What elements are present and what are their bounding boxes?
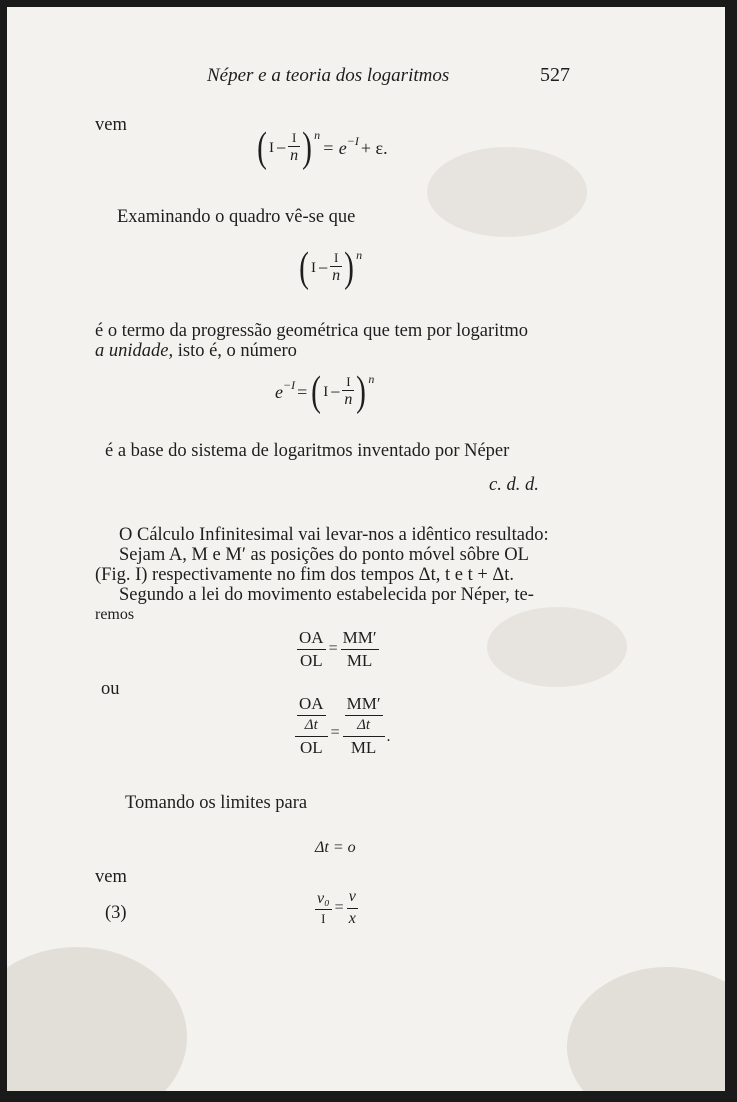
eq5-n4: ML [350,737,377,757]
eq5-d3: Δt [357,716,371,733]
eq4-num1: OA [299,628,324,647]
page-number: 527 [540,64,570,86]
equation-label-3: (3) [105,903,127,923]
word-vem-2: vem [95,867,127,887]
fraction-bar [297,649,326,650]
eq3-lhs-exponent: −I [283,377,296,392]
left-paren: ( [257,125,267,171]
paragraph-tomando: Tomando os limites para [125,793,308,813]
right-paren: ) [356,369,367,415]
fraction-bar [341,649,379,650]
equation-5 [295,695,391,756]
paragraph-calculo-line2: Sejam A, M e M′ as posições do ponto móvel sôbre OL [119,545,529,565]
italic-a-unidade: a unidade, [95,341,174,361]
eq3-one: I [323,383,329,400]
eq4-den2: ML [346,650,373,670]
eq3-minus: − [330,381,341,402]
paragraph-termo-line2 [95,341,297,361]
line2-rest: isto é, o número [173,341,297,361]
equation-7 [315,889,358,928]
eq5-equals: = [330,723,340,741]
eq2-exponent: n [356,247,363,262]
paragraph-calculo-line1: O Cálculo Infinitesimal vai levar-nos a idêntico resultado: [119,525,549,545]
eq4-fraction-right [341,629,379,670]
eq2-fraction [330,251,342,284]
paragraph-calculo-line5: remos [95,606,135,623]
eq1-rhs-exponent: −I [346,133,359,148]
running-header: Néper e a teoria dos logaritmos [207,65,450,86]
eq3-exponent: n [368,371,375,386]
eq7-den1: I [321,911,326,927]
eq5-d1: Δt [304,716,318,733]
eq1-den: n [290,146,299,164]
scan-stain [487,607,627,687]
eq1-one: I [269,139,274,156]
eq2-minus: − [318,257,329,278]
fraction-bar [315,909,332,910]
eq1-minus: − [276,137,287,158]
eq5-n3: MM′ [346,694,381,713]
right-paren: ) [302,125,313,171]
paragraph-calculo-line3: (Fig. I) respectivamente no fim dos tempos Δt, t e t + Δt. [95,565,515,585]
eq5-fraction-right [343,695,385,756]
eq7-num1: v₀ [317,889,330,907]
document-page [7,7,725,1091]
scan-stain [427,147,587,237]
eq3-fraction [342,375,354,408]
eq5-fraction-left [295,695,328,756]
eq3-den: n [344,390,353,408]
eq5-n1: OA [299,694,324,713]
fraction-bar [347,908,358,909]
qed-mark: c. d. d. [489,475,539,495]
eq5-inner-top-left [295,695,328,734]
eq7-den2: x [348,909,356,927]
scan-stain [7,947,187,1091]
eq2-one: I [311,259,316,276]
equation-4 [297,629,379,670]
word-vem: vem [95,115,127,135]
eq4-fraction-left [297,629,326,670]
eq4-equals: = [328,640,338,658]
eq7-equals: = [334,899,344,917]
eq5-inner-top-right [343,695,385,734]
scan-stain [567,967,725,1091]
eq2-den: n [332,266,341,284]
eq3-lhs: e [275,381,283,402]
equation-6: Δt = o [315,839,356,856]
eq1-num: I [291,130,297,146]
eq1-exponent: n [314,127,321,142]
eq4-num2: MM′ [342,628,377,647]
eq7-fraction-left [315,891,332,926]
eq2-num: I [333,250,339,266]
word-ou: ou [101,679,120,699]
fraction-bar-main [295,736,328,737]
eq1-tail: + ε. [360,137,388,158]
eq1-rhs: = e [322,137,347,158]
eq3-num: I [346,374,351,390]
eq3-equals: = [297,381,308,402]
eq5-dot: . [386,727,391,745]
eq5-n2: OL [299,737,323,757]
paragraph-calculo-line4: Segundo a lei do movimento estabelecida por Néper, te- [119,585,534,605]
eq4-den1: OL [299,650,323,670]
equation-2 [297,247,362,289]
paragraph-termo-line1: é o termo da progressão geométrica que tem por logaritmo [95,321,529,341]
paragraph-base: é a base do sistema de logaritmos inventado por Néper [105,441,510,461]
equation-3 [275,371,374,413]
left-paren: ( [311,369,322,415]
right-paren: ) [344,245,355,291]
fraction-bar [345,715,383,716]
eq1-fraction [288,131,300,164]
eq7-num2: v [348,888,356,905]
eq7-fraction-right [347,889,358,928]
equation-1 [255,127,388,169]
paragraph-examinando: Examinando o quadro vê-se que [117,207,356,227]
fraction-bar-main [343,736,385,737]
left-paren: ( [299,245,309,291]
fraction-bar [297,715,326,716]
